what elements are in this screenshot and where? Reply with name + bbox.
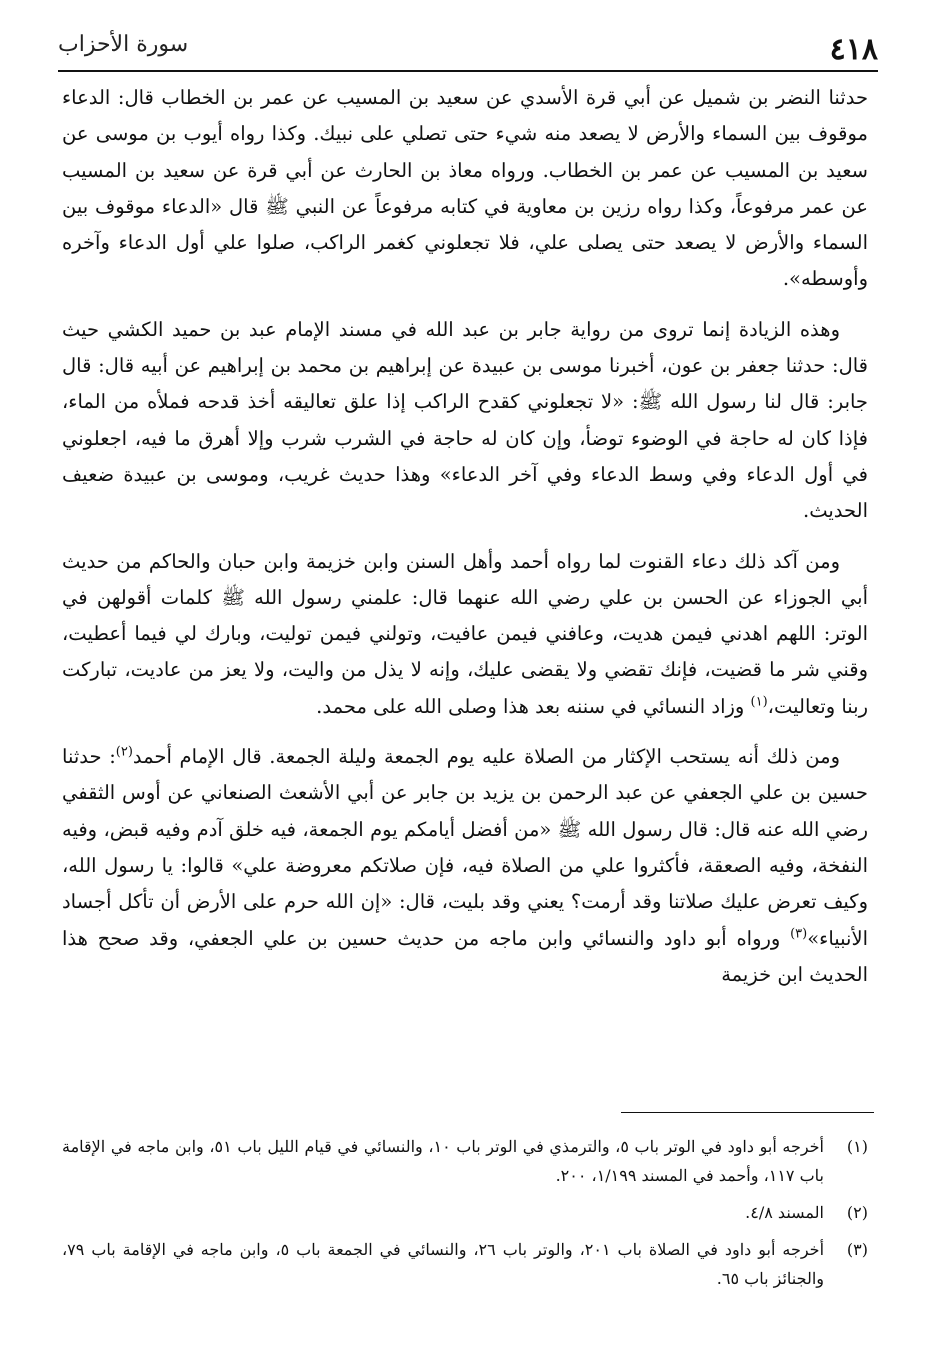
footnote-ref[interactable]: (٢) — [115, 744, 133, 760]
paragraph: ومن ذلك أنه يستحب الإكثار من الصلاة عليه يوم الجمعة وليلة الجمعة. قال الإمام أحمد$^{(٢)}$: حدثنا حسين بن علي الجعفي عن عبد الرحمن بن يزيد بن جابر عن أبي الأشعث الصنعاني عن أوس الثقفي رضي الله عنه قال: قال رسول الله ﷺ «من أفضل أيامكم يوم الجمعة، فيه خلق آدم وفيه قبض، وفيه النفخة، وفيه الصعقة، فأكثروا علي من الصلاة فيه، فإن صلاتكم معروضة علي» قالوا: يا رسول الله، وكيف تعرض عليك صلاتنا وقد أرمت؟ يعني وقد بليت، قال: «إن الله حرم على الأرض أن تأكل أجساد الأنبياء»$^{(٣)}$ ورواه أبو داود والنسائي وابن ماجه من حديث حسين بن علي الجعفي، وقد صحح هذا الحديث ابن خزيمة — [62, 744, 868, 986]
footnote-marker: (٢) — [846, 1203, 868, 1222]
footnote-separator — [621, 1112, 874, 1113]
footnote-ref[interactable]: (١) — [750, 694, 768, 710]
running-title: سورة الأحزاب — [58, 32, 189, 57]
footnote-marker: (٣) — [846, 1240, 868, 1259]
page-number: ٤١٨ — [829, 32, 878, 67]
footnote-text: المسند ٤/٨. — [745, 1203, 824, 1222]
header-rule — [58, 70, 878, 72]
footnote-text: أخرجه أبو داود في الصلاة باب ٢٠١، والوتر باب ٢٦، والنسائي في الجمعة باب ٥، وابن ماجه في الإقامة باب ٧٩، والجنائز باب ٦٥. — [62, 1240, 825, 1288]
paragraph: ومن آكد ذلك دعاء القنوت لما رواه أحمد وأهل السنن وابن خزيمة وابن حبان والحاكم من حديث أبي الجوزاء عن الحسن بن علي رضي الله عنهما قال: علمني رسول الله ﷺ كلمات أقولهن في الوتر: اللهم اهدني فيمن هديت، وعافني فيمن عافيت، وتولني فيمن توليت، وبارك لي فيما أعطيت، وقني شر ما قضيت، فإنك تقضي ولا يقضى عليك، وإنه لا يذل من واليت، ولا يعز من عاديت، تباركت ربنا وتعاليت،$^{(١)}$ وزاد النسائي في سننه بعد هذا وصلى الله على محمد. — [62, 549, 868, 718]
footnote-marker: (١) — [846, 1137, 868, 1156]
footnote-text: أخرجه أبو داود في الوتر باب ٥، والترمذي في الوتر باب ١٠، والنسائي في قيام الليل باب ٥١، وابن ماجه في الإقامة باب ١١٧، وأحمد في المسند ١/١٩٩، ٢٠٠. — [62, 1137, 825, 1185]
paragraph: وهذه الزيادة إنما تروى من رواية جابر بن عبد الله في مسند الإمام عبد بن حميد الكشي حيث قال: حدثنا جعفر بن عون، أخبرنا موسى بن عبيدة عن إبراهيم بن محمد بن إبراهيم عن أبيه قال: قال جابر: قال لنا رسول الله ﷺ: «لا تجعلوني كقدح الراكب إذا علق تعاليقه أخذ قدحه فملأه من الماء، فإذا كان له حاجة في الوضوء توضأ، وإن كان له حاجة في الشرب شرب وإلا أهرق ما فيه، اجعلوني في أول الدعاء وفي وسط الدعاء وفي آخر الدعاء» وهذا حديث غريب، وموسى بن عبيدة ضعيف الحديث. — [62, 317, 868, 523]
footnote — [62, 1198, 868, 1227]
footnote — [62, 1132, 868, 1190]
page-header — [58, 30, 878, 70]
paragraph: حدثنا النضر بن شميل عن أبي قرة الأسدي عن سعيد بن المسيب عن عمر بن الخطاب قال: الدعاء موقوف بين السماء والأرض لا يصعد منه شيء حتى تصلي على نبيك. وكذا رواه أيوب بن موسى عن سعيد بن المسيب عن عمر بن الخطاب. ورواه معاذ بن الحارث عن أبي قرة عن سعيد بن المسيب عن عمر مرفوعاً، وكذا رواه رزين بن معاوية في كتابه مرفوعاً عن النبي ﷺ قال «الدعاء موقوف بين السماء والأرض لا يصعد حتى يصلى علي، فلا تجعلوني كغمر الراكب، صلوا علي أول الدعاء وآخره وأوسطه». — [62, 86, 868, 291]
main-text — [62, 80, 868, 1007]
footnotes — [62, 1132, 868, 1301]
footnote — [62, 1235, 868, 1293]
footnote-ref[interactable]: (٣) — [790, 926, 808, 942]
